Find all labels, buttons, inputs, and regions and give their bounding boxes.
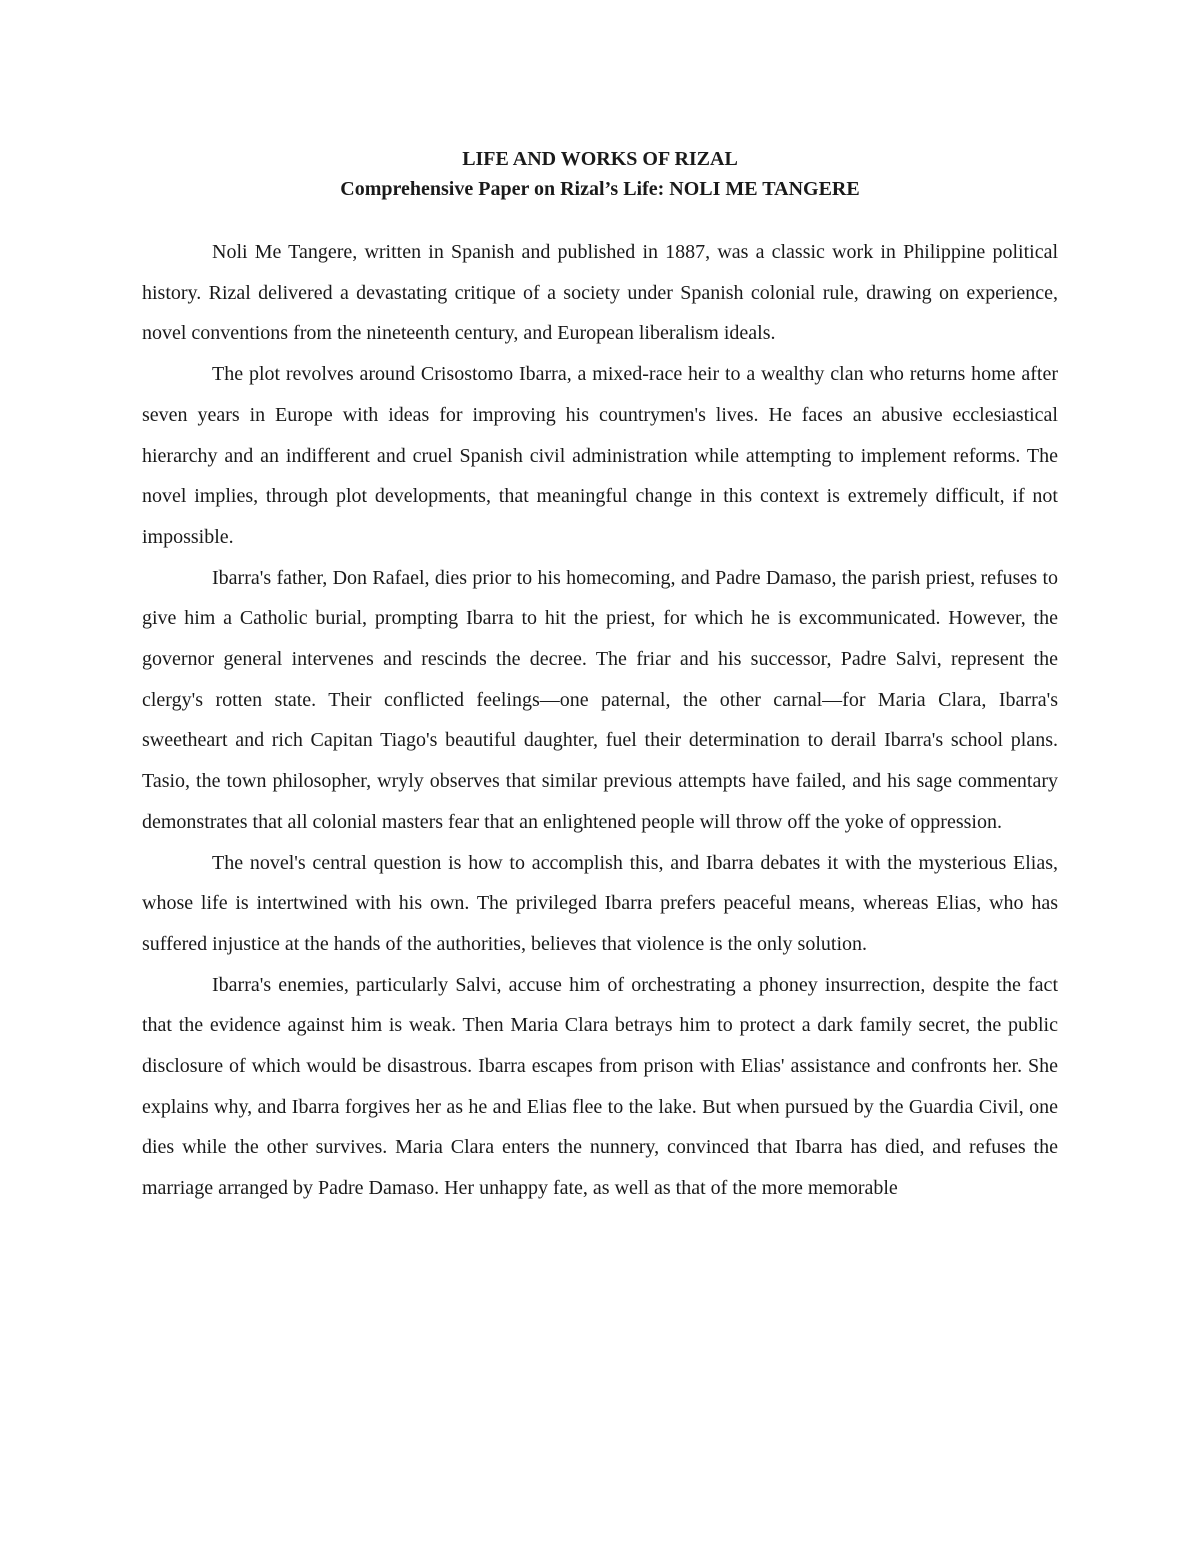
document-title: LIFE AND WORKS OF RIZAL	[462, 148, 738, 170]
paragraph-5: Ibarra's enemies, particularly Salvi, accuse him of orchestrating a phoney insurrection, despite the fact that the evidence against him is weak. Then Maria Clara betrays him to protect a dark family secret, the public disclosure of which would be disastrous. Ibarra escapes from prison with Elias' assistance and confronts her. She explains why, and Ibarra forgives her as he and Elias flee to the lake. But when pursued by the Guardia Civil, one dies while the other survives. Maria Clara enters the nunnery, convinced that Ibarra has died, and refuses the marriage arranged by Padre Damaso. Her unhappy fate, as well as that of the more memorable	[142, 973, 1058, 1200]
paragraph-3: Ibarra's father, Don Rafael, dies prior to his homecoming, and Padre Damaso, the parish priest, refuses to give him a Catholic burial, prompting Ibarra to hit the priest, for which he is excommunicated. However, the governor general intervenes and rescinds the decree. The friar and his successor, Padre Salvi, represent the clergy's rotten state. Their conflicted feelings—one paternal, the other carnal—for Maria Clara, Ibarra's sweetheart and rich Capitan Tiago's beautiful daughter, fuel their determination to derail Ibarra's school plans. Tasio, the town philosopher, wryly observes that similar previous attempts have failed, and his sage commentary demonstrates that all colonial masters fear that an enlightened people will throw off the yoke of oppression.	[142, 566, 1058, 833]
paragraph-1: Noli Me Tangere, written in Spanish and published in 1887, was a classic work in Philippine political history. Rizal delivered a devastating critique of a society under Spanish colonial rule, drawing on experience, novel conventions from the nineteenth century, and European liberalism ideals.	[142, 241, 1058, 345]
document-body	[142, 232, 1058, 1209]
document-subtitle: Comprehensive Paper on Rizal’s Life: NOLI ME TANGERE	[340, 178, 860, 200]
paragraph-2: The plot revolves around Crisostomo Ibarra, a mixed-race heir to a wealthy clan who returns home after seven years in Europe with ideas for improving his countrymen's lives. He faces an abusive ecclesiastical hierarchy and an indifferent and cruel Spanish civil administration while attempting to implement reforms. The novel implies, through plot developments, that meaningful change in this context is extremely difficult, if not impossible.	[142, 363, 1058, 548]
paragraph-4: The novel's central question is how to accomplish this, and Ibarra debates it with the mysterious Elias, whose life is intertwined with his own. The privileged Ibarra prefers peaceful means, whereas Elias, who has suffered injustice at the hands of the authorities, believes that violence is the only solution.	[142, 851, 1058, 955]
